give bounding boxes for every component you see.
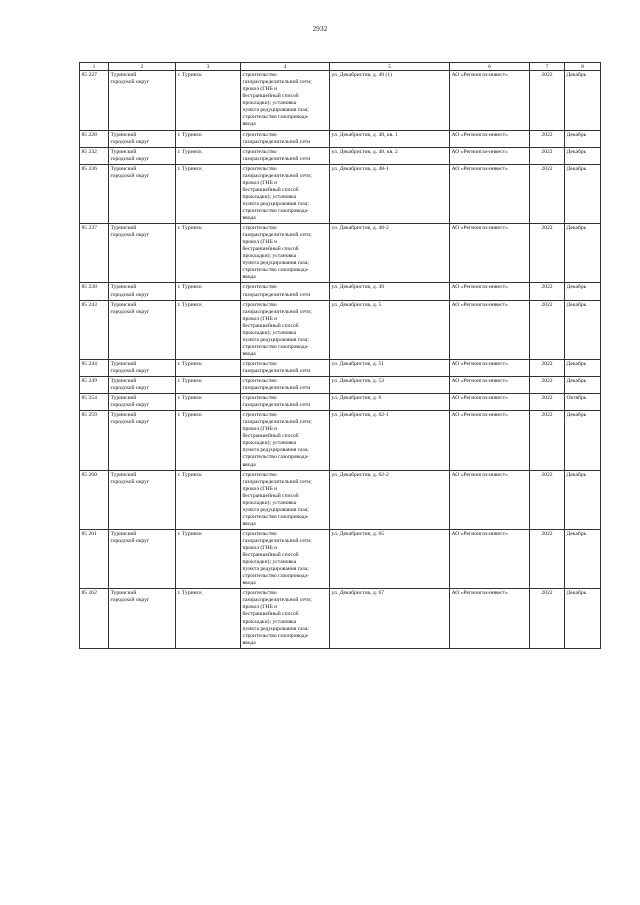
- year-cell: 2022: [530, 529, 565, 588]
- address-cell: ул. Декабристов, д. 48-2: [330, 224, 450, 283]
- table-row: [80, 529, 601, 588]
- column-number: 4: [241, 63, 330, 71]
- row-number-cell: 85 238: [80, 283, 109, 300]
- locality-cell: г. Туринск: [176, 300, 241, 359]
- executor-cell: АО «Регионгаз-инвест»: [450, 164, 530, 223]
- month-cell: Декабрь: [565, 283, 601, 300]
- executor-cell: АО «Регионгаз-инвест»: [450, 411, 530, 470]
- row-number-cell: 85 254: [80, 394, 109, 411]
- work-description-cell: строительство газораспределительной сети; прокол (ГНБ и бестраншейный способ прокладки); установка пункта редуцирования газа; строительство газопровода- ввода: [241, 300, 330, 359]
- month-cell: Декабрь: [565, 529, 601, 588]
- locality-cell: г. Туринск: [176, 394, 241, 411]
- executor-cell: АО «Регионгаз-инвест»: [450, 394, 530, 411]
- month-cell: Октябрь: [565, 394, 601, 411]
- locality-cell: г. Туринск: [176, 377, 241, 394]
- year-cell: 2022: [530, 300, 565, 359]
- executor-cell: АО «Регионгаз-инвест»: [450, 529, 530, 588]
- row-number-cell: 85 262: [80, 589, 109, 648]
- table-row: [80, 359, 601, 376]
- work-description-cell: строительство газораспределительной сети: [241, 283, 330, 300]
- year-cell: 2022: [530, 283, 565, 300]
- work-description-cell: строительство газораспределительной сети: [241, 130, 330, 147]
- table-row: [80, 377, 601, 394]
- locality-cell: г. Туринск: [176, 589, 241, 648]
- address-cell: ул. Декабристов, д. 48, кв. 2: [330, 147, 450, 164]
- column-number: 1: [80, 63, 109, 71]
- year-cell: 2022: [530, 589, 565, 648]
- month-cell: Декабрь: [565, 130, 601, 147]
- locality-cell: г. Туринск: [176, 470, 241, 529]
- district-cell: Туринский городской округ: [109, 224, 176, 283]
- table-row: [80, 164, 601, 223]
- gasification-table: [79, 62, 601, 649]
- year-cell: 2022: [530, 71, 565, 130]
- year-cell: 2022: [530, 224, 565, 283]
- address-cell: ул. Декабристов, д. 65: [330, 529, 450, 588]
- district-cell: Туринский городской округ: [109, 283, 176, 300]
- work-description-cell: строительство газораспределительной сети: [241, 359, 330, 376]
- work-description-cell: строительство газораспределительной сети; прокол (ГНБ и бестраншейный способ прокладки); установка пункта редуцирования газа; строительство газопровода- ввода: [241, 164, 330, 223]
- month-cell: Декабрь: [565, 359, 601, 376]
- district-cell: Туринский городской округ: [109, 411, 176, 470]
- address-cell: ул. Декабристов, д. 5: [330, 300, 450, 359]
- year-cell: 2022: [530, 359, 565, 376]
- column-number: 3: [176, 63, 241, 71]
- table-row: [80, 589, 601, 648]
- year-cell: 2022: [530, 394, 565, 411]
- locality-cell: г. Туринск: [176, 359, 241, 376]
- work-description-cell: строительство газораспределительной сети; прокол (ГНБ и бестраншейный способ прокладки); установка пункта редуцирования газа; строительство газопровода- ввода: [241, 224, 330, 283]
- month-cell: Декабрь: [565, 470, 601, 529]
- locality-cell: г. Туринск: [176, 224, 241, 283]
- row-number-cell: 85 244: [80, 359, 109, 376]
- table-row: [80, 130, 601, 147]
- table-row: [80, 411, 601, 470]
- row-number-cell: 85 232: [80, 147, 109, 164]
- district-cell: Туринский городской округ: [109, 130, 176, 147]
- month-cell: Декабрь: [565, 377, 601, 394]
- year-cell: 2022: [530, 470, 565, 529]
- district-cell: Туринский городской округ: [109, 394, 176, 411]
- district-cell: Туринский городской округ: [109, 359, 176, 376]
- executor-cell: АО «Регионгаз-инвест»: [450, 359, 530, 376]
- table-row: [80, 71, 601, 130]
- locality-cell: г. Туринск: [176, 147, 241, 164]
- executor-cell: АО «Регионгаз-инвест»: [450, 589, 530, 648]
- address-cell: ул. Декабристов, д. 62-1: [330, 411, 450, 470]
- row-number-cell: 85 237: [80, 224, 109, 283]
- work-description-cell: строительство газораспределительной сети: [241, 377, 330, 394]
- district-cell: Туринский городской округ: [109, 470, 176, 529]
- year-cell: 2022: [530, 377, 565, 394]
- month-cell: Декабрь: [565, 589, 601, 648]
- district-cell: Туринский городской округ: [109, 164, 176, 223]
- row-number-cell: 85 236: [80, 164, 109, 223]
- table-row: [80, 470, 601, 529]
- row-number-cell: 85 227: [80, 71, 109, 130]
- work-description-cell: строительство газораспределительной сети; прокол (ГНБ и бестраншейный способ прокладки); установка пункта редуцирования газа; строительство газопровода- ввода: [241, 411, 330, 470]
- address-cell: ул. Декабристов, д. 49: [330, 283, 450, 300]
- month-cell: Декабрь: [565, 224, 601, 283]
- month-cell: Декабрь: [565, 71, 601, 130]
- address-cell: ул. Декабристов, д. 62-2: [330, 470, 450, 529]
- locality-cell: г. Туринск: [176, 283, 241, 300]
- row-number-cell: 85 260: [80, 470, 109, 529]
- locality-cell: г. Туринск: [176, 411, 241, 470]
- executor-cell: АО «Регионгаз-инвест»: [450, 470, 530, 529]
- row-number-cell: 85 228: [80, 130, 109, 147]
- executor-cell: АО «Регионгаз-инвест»: [450, 71, 530, 130]
- executor-cell: АО «Регионгаз-инвест»: [450, 147, 530, 164]
- column-number: 8: [565, 63, 601, 71]
- column-number: 7: [530, 63, 565, 71]
- address-cell: ул. Декабристов, д. 51: [330, 359, 450, 376]
- table-row: [80, 283, 601, 300]
- locality-cell: г. Туринск: [176, 164, 241, 223]
- column-number-row: [80, 63, 601, 71]
- address-cell: ул. Декабристов, д. 67: [330, 589, 450, 648]
- page-number: 2932: [312, 25, 328, 33]
- row-number-cell: 85 259: [80, 411, 109, 470]
- year-cell: 2022: [530, 130, 565, 147]
- executor-cell: АО «Регионгаз-инвест»: [450, 130, 530, 147]
- year-cell: 2022: [530, 411, 565, 470]
- executor-cell: АО «Регионгаз-инвест»: [450, 224, 530, 283]
- month-cell: Декабрь: [565, 300, 601, 359]
- table-row: [80, 300, 601, 359]
- row-number-cell: 85 249: [80, 377, 109, 394]
- row-number-cell: 85 261: [80, 529, 109, 588]
- table-row: [80, 394, 601, 411]
- work-description-cell: строительство газораспределительной сети: [241, 394, 330, 411]
- district-cell: Туринский городской округ: [109, 71, 176, 130]
- column-number: 6: [450, 63, 530, 71]
- executor-cell: АО «Регионгаз-инвест»: [450, 377, 530, 394]
- year-cell: 2022: [530, 147, 565, 164]
- district-cell: Туринский городской округ: [109, 529, 176, 588]
- locality-cell: г. Туринск: [176, 71, 241, 130]
- year-cell: 2022: [530, 164, 565, 223]
- locality-cell: г. Туринск: [176, 529, 241, 588]
- district-cell: Туринский городской округ: [109, 300, 176, 359]
- work-description-cell: строительство газораспределительной сети; прокол (ГНБ и бестраншейный способ прокладки); установка пункта редуцирования газа; строительство газопровода- ввода: [241, 529, 330, 588]
- table-row: [80, 147, 601, 164]
- executor-cell: АО «Регионгаз-инвест»: [450, 283, 530, 300]
- month-cell: Декабрь: [565, 411, 601, 470]
- table-row: [80, 224, 601, 283]
- district-cell: Туринский городской округ: [109, 147, 176, 164]
- column-number: 2: [109, 63, 176, 71]
- row-number-cell: 85 243: [80, 300, 109, 359]
- address-cell: ул. Декабристов, д. 48 (1): [330, 71, 450, 130]
- district-cell: Туринский городской округ: [109, 589, 176, 648]
- address-cell: ул. Декабристов, д. 48, кв. 1: [330, 130, 450, 147]
- district-cell: Туринский городской округ: [109, 377, 176, 394]
- month-cell: Декабрь: [565, 164, 601, 223]
- work-description-cell: строительство газораспределительной сети; прокол (ГНБ и бестраншейный способ прокладки); установка пункта редуцирования газа; строительство газопровода- ввода: [241, 470, 330, 529]
- column-number: 5: [330, 63, 450, 71]
- address-cell: ул. Декабристов, д. 6: [330, 394, 450, 411]
- address-cell: ул. Декабристов, д. 53: [330, 377, 450, 394]
- work-description-cell: строительство газораспределительной сети; прокол (ГНБ и бестраншейный способ прокладки); установка пункта редуцирования газа; строительство газопровода- ввода: [241, 71, 330, 130]
- executor-cell: АО «Регионгаз-инвест»: [450, 300, 530, 359]
- work-description-cell: строительство газораспределительной сети; прокол (ГНБ и бестраншейный способ прокладки); установка пункта редуцирования газа; строительство газопровода- ввода: [241, 589, 330, 648]
- address-cell: ул. Декабристов, д. 48-1: [330, 164, 450, 223]
- locality-cell: г. Туринск: [176, 130, 241, 147]
- month-cell: Декабрь: [565, 147, 601, 164]
- work-description-cell: строительство газораспределительной сети: [241, 147, 330, 164]
